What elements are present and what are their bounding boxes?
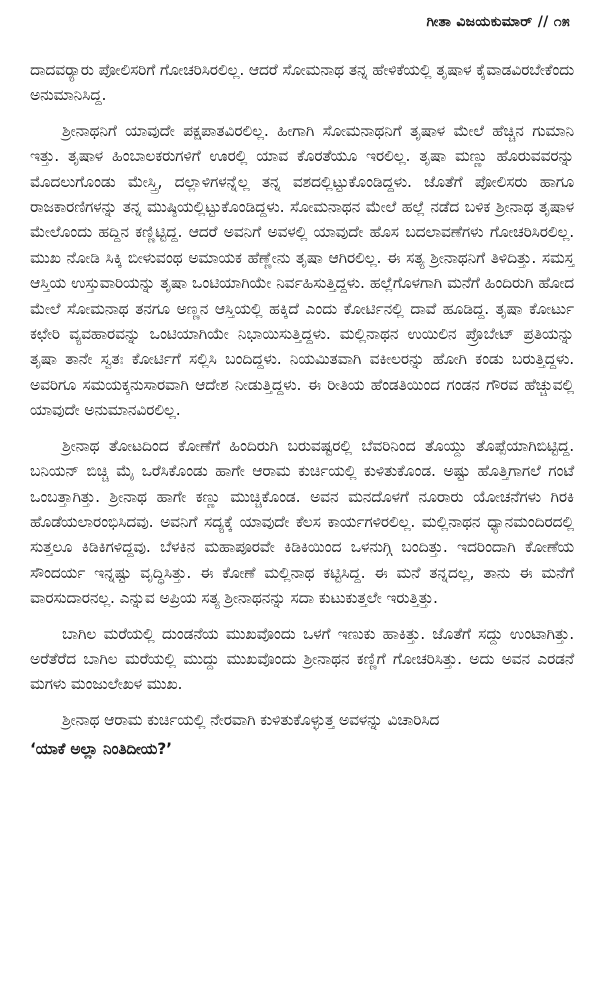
dialogue-line: ‘ಯಾಕೆ ಅಲ್ಲಾ ನಿಂತಿದೀಯ?’ (30, 740, 172, 759)
body-text (30, 58, 574, 773)
paragraph-3: ಶ್ರೀನಾಥ ತೋಟದಿಂದ ಕೋಣೆಗೆ ಹಿಂದಿರುಗಿ ಬರುವಷ್ಟರಲ್ಲಿ ಬೆವರಿನಿಂದ ತೊಯ್ದು ತೊಪ್ಪೆಯಾಗಿಬಿಟ್ಟಿದ್ದ. ಬನಿಯನ್ ಬಿಚ್ಚಿ ಮೈ ಒರೆಸಿಕೊಂಡು ಹಾಗೇ ಆರಾಮ ಕುರ್ಚಿಯಲ್ಲಿ ಕುಳಿತುಕೊಂಡ. ಅಷ್ಟು ಹೊತ್ತಿಗಾಗಲೆ ಗಂಟೆ ಒಂಬತ್ತಾಗಿತ್ತು. ಶ್ರೀನಾಥ ಹಾಗೇ ಕಣ್ಣು ಮುಚ್ಚಿಕೊಂಡ. ಅವನ ಮನದೊಳಗೆ ನೂರಾರು ಯೋಚನೆಗಳು ಗಿರಕಿ ಹೊಡೆಯಲಾರಂಭಿಸಿದವು. ಅವನಿಗೆ ಸದ್ಯಕ್ಕೆ ಯಾವುದೇ ಕೆಲಸ ಕಾರ್ಯಗಳಿರಲಿಲ್ಲ. ಮಲ್ಲಿನಾಥನ ಧ್ಯಾನಮಂದಿರದಲ್ಲಿ ಸುತ್ತಲೂ ಕಿಡಿಕಿಗಳಿದ್ದವು. ಬೆಳಕಿನ ಮಹಾಪೂರವೇ ಕಿಡಿಕಿಯಿಂದ ಒಳನುಗ್ಗಿ ಬಂದಿತ್ತು. ಇದರಿಂದಾಗಿ ಕೋಣೆಯ ಸೌಂದರ್ಯ ಇನ್ನಷ್ಟು ವೃದ್ಧಿಸಿತ್ತು. ಈ ಕೋಣೆ ಮಲ್ಲಿನಾಥ ಕಟ್ಟಿಸಿದ್ದ. ಈ ಮನೆ ತನ್ನದಲ್ಲ, ತಾನು ಈ ಮನೆಗೆ ವಾರಸುದಾರನಲ್ಲ. ಎನ್ನುವ ಅಪ್ರಿಯ ಸತ್ಯ ಶ್ರೀನಾಥನನ್ನು ಸದಾ ಕುಟುಕುತ್ತಲೇ ಇರುತ್ತಿತ್ತು. (30, 436, 574, 608)
paragraph-5: ಶ್ರೀನಾಥ ಆರಾಮ ಕುರ್ಚಿಯಲ್ಲಿ ನೇರವಾಗಿ ಕುಳಿತುಕೊಳ್ಳುತ್ತ ಅವಳನ್ನು ವಿಚಾರಿಸಿದ (62, 710, 440, 729)
paragraph-1: ದಾದವರ್‍ಯಾರು ಪೋಲಿಸರಿಗೆ ಗೋಚರಿಸಿರಲಿಲ್ಲ. ಆದರೆ ಸೋಮನಾಥ ತನ್ನ ಹೇಳಿಕೆಯಲ್ಲಿ ತೃಷಾಳ ಕೈವಾಡವಿರಬೇಕೆಂದು ಅನುಮಾನಿಸಿದ್ದ. (30, 61, 574, 105)
running-head: ಗೀತಾ ವಿಜಯಕುಮಾರ್ // ೧೫ (426, 14, 570, 30)
paragraph-4: ಬಾಗಿಲ ಮರೆಯಲ್ಲಿ ದುಂಡನೆಯ ಮುಖವೊಂದು ಒಳಗೆ ಇಣುಕು ಹಾಕಿತ್ತು. ಜೊತೆಗೆ ಸದ್ದು ಉಂಟಾಗಿತ್ತು. ಅರೆತೆರೆದ ಬಾಗಿಲ ಮರೆಯಲ್ಲಿ ಮುದ್ದು ಮುಖವೊಂದು ಶ್ರೀನಾಥನ ಕಣ್ಣಿಗೆ ಗೋಚರಿಸಿತ್ತು. ಅದು ಅವನ ಎರಡನೆ ಮಗಳು ಮಂಜುಲೇಖಳ ಮುಖ. (30, 624, 574, 694)
paragraph-2: ಶ್ರೀನಾಥನಿಗೆ ಯಾವುದೇ ಪಕ್ಷಪಾತವಿರಲಿಲ್ಲ. ಹೀಗಾಗಿ ಸೋಮನಾಥನಿಗೆ ತೃಷಾಳ ಮೇಲೆ ಹೆಚ್ಚಿನ ಗುಮಾನಿ ಇತ್ತು. ತೃಷಾಳ ಹಿಂಬಾಲಕರುಗಳಿಗೆ ಊರಲ್ಲಿ ಯಾವ ಕೊರತೆಯೂ ಇರಲಿಲ್ಲ. ತೃಷಾ ಮಣ್ಣು ಹೊರುವವರನ್ನು ಮೊದಲುಗೊಂಡು ಮೇಸ್ತ್ರಿ, ದಲ್ಲಾಳಿಗಳನ್ನೆಲ್ಲ ತನ್ನ ವಶದಲ್ಲಿಟ್ಟುಕೊಂಡಿದ್ದಳು. ಜೊತೆಗೆ ಪೋಲಿಸರು ಹಾಗೂ ರಾಜಕಾರಣಿಗಳನ್ನು ತನ್ನ ಮುಷ್ಠಿಯಲ್ಲಿಟ್ಟುಕೊಂಡಿದ್ದಳು. ಸೋಮನಾಥನ ಮೇಲೆ ಹಲ್ಲೆ ನಡೆದ ಬಳಿಕ ಶ್ರೀನಾಥ ತೃಷಾಳ ಮೇಲೊಂದು ಹದ್ದಿನ ಕಣ್ಣಿಟ್ಟಿದ್ದ. ಆದರೆ ಅವನಿಗೆ ಅವಳಲ್ಲಿ ಯಾವುದೇ ಹೊಸ ಬದಲಾವಣೆಗಳು ಗೋಚರಿಸಿರಲಿಲ್ಲ. ಮುಖ ನೋಡಿ ಸಿಕ್ಕಿ ಬೀಳುವಂಥ ಅಮಾಯಕ ಹೆಣ್ಣೇನು ತೃಷಾ ಆಗಿರಲಿಲ್ಲ. ಈ ಸತ್ಯ ಶ್ರೀನಾಥನಿಗೆ ತಿಳಿದಿತ್ತು. ಸಮಸ್ತ ಆಸ್ತಿಯ ಉಸ್ತುವಾರಿಯನ್ನು ತೃಷಾ ಒಂಟಿಯಾಗಿಯೇ ನಿರ್ವಹಿಸುತ್ತಿದ್ದಳು. ಹಲ್ಲೆಗೊಳಗಾಗಿ ಮನೆಗೆ ಹಿಂದಿರುಗಿ ಹೋದ ಮೇಲೆ ಸೋಮನಾಥ ತನಗೂ ಅಣ್ಣನ ಆಸ್ತಿಯಲ್ಲಿ ಹಕ್ಕಿದೆ ಎಂದು ಕೋರ್ಟಿನಲ್ಲಿ ದಾವೆ ಹೂಡಿದ್ದ. ತೃಷಾ ಕೋರ್ಟು ಕಛೇರಿ ವ್ಯವಹಾರವನ್ನು ಒಂಟಿಯಾಗಿಯೇ ನಿಭಾಯಿಸುತ್ತಿದ್ದಳು. ಮಲ್ಲಿನಾಥನ ಉಯಿಲಿನ ಪ್ರೊಬೇಟ್ ಪ್ರತಿಯನ್ನು ತೃಷಾ ತಾನೇ ಸ್ವತಃ ಕೋರ್ಟಿಗೆ ಸಲ್ಲಿಸಿ ಬಂದಿದ್ದಳು. ನಿಯಮಿತವಾಗಿ ವಕೀಲರನ್ನು ಹೋಗಿ ಕಂಡು ಬರುತ್ತಿದ್ದಳು. ಅವರಿಗೂ ಸಮಯಕ್ಕನುಸಾರವಾಗಿ ಆದೇಶ ನೀಡುತ್ತಿದ್ದಳು. ಈ ರೀತಿಯ ಹೆಂಡತಿಯಿಂದ ಗಂಡನ ಗೌರವ ಹೆಚ್ಚುವಲ್ಲಿ ಯಾವುದೇ ಅನುಮಾನವಿರಲಿಲ್ಲ. (30, 121, 574, 420)
